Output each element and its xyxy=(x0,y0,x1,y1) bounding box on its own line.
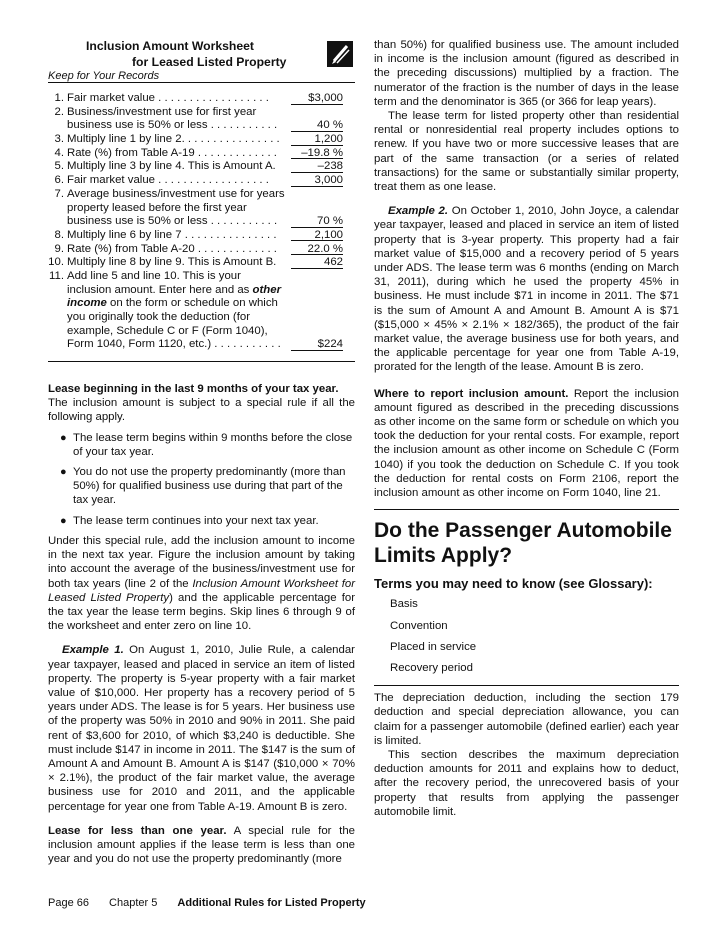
worksheet-line-number: 9. xyxy=(54,242,64,255)
worksheet-line-text: property leased before the first year xyxy=(67,201,247,214)
line11-text-b: on the form or schedule on which xyxy=(106,297,278,310)
lease-less-than-year-text: A special rule for the inclusion amount applies if the lease term is less than one year and you do not use the property predominantly (more xyxy=(48,824,355,866)
condition-bullet xyxy=(48,514,355,528)
section-heading: Do the Passenger Automobile Limits Apply? xyxy=(374,519,672,568)
worksheet-line-text: Average business/investment use for years xyxy=(67,187,285,200)
worksheet-line-number: 1. xyxy=(54,92,64,104)
condition-text: The lease term continues into your next tax year. xyxy=(73,514,319,527)
worksheet-line-value: 22.0 % xyxy=(291,242,343,256)
chapter-title: Additional Rules for Listed Property xyxy=(177,897,366,909)
bullet-icon: ● xyxy=(60,514,67,527)
worksheet-line xyxy=(48,187,355,201)
worksheet-line-number: 10. xyxy=(48,256,64,269)
line11-text-e: Form 1040, Form 1120, etc.) . . . . . . . . . . . xyxy=(67,338,281,351)
right-column xyxy=(374,38,679,819)
example-2-text: On October 1, 2010, John Joyce, a calendar year taxpayer, leased and placed in service an item of listed property that is 3-year property. This property had a fair market value of $15,000 and a recovery period of 5 years under ADS. The lease term was 6 months (ending on March 31, 2011), during which he used the property 45% in business. He must include $71 in income in 2011. The $71 is the sum of Amount A and Amount B. Amount A is $71 ($15,000 × 45% × 2.1% × 182/365), the product of the fair market value, the average business use for both years, and the applicable percentage for year one from Table A-19, prorated for the length of the lease. Amount B is zero. xyxy=(374,205,679,374)
worksheet-line-value: –19.8 % xyxy=(291,146,343,160)
page-number: Page 66 xyxy=(48,897,89,909)
worksheet-line-text: Multiply line 1 by line 2. . . . . . . . . . . . . . . . xyxy=(67,133,280,146)
example-2-paragraph xyxy=(374,204,679,374)
condition-bullet xyxy=(48,431,355,459)
glossary-divider xyxy=(374,685,679,686)
glossary-terms-list xyxy=(374,597,679,675)
where-to-report-text: Report the inclusion amount figured as described in the preceding discussions as other income on the same form or schedule on which you took the deduction for your rental costs. For example, report the inclusion amount as other income on Schedule C (Form 1040) if you took the deduction on Schedule C. If you took the deduction for rental costs on Form 2106, report the inclusion amount as other income on Form 1040, line 21. xyxy=(374,387,680,500)
bullet-icon: ● xyxy=(60,431,67,444)
line11-value: $224 xyxy=(291,337,343,351)
glossary-term: Placed in service xyxy=(390,640,477,653)
conditions-list xyxy=(48,431,355,528)
worksheet-line-text: Multiply line 3 by line 4. This is Amount A. xyxy=(67,160,276,173)
worksheet-line-value: 462 xyxy=(291,255,343,269)
lease-beginning-heading: Lease beginning in the last 9 months of your tax year. xyxy=(48,383,339,396)
worksheet-header xyxy=(48,38,355,83)
worksheet-line xyxy=(48,132,355,146)
worksheet-line-value: 70 % xyxy=(291,214,343,228)
continued-paragraph: than 50%) for qualified business use. The amount included in income is the inclusion amount (figured as described in the preceding discussions) multiplied by a fraction. The numerator of the fraction is the number of days in the lease term and the denominator is 365 (or 366 for leap years). xyxy=(374,39,679,108)
worksheet-title xyxy=(48,38,355,70)
lease-beginning-body: The inclusion amount is subject to a special rule if all the following apply. xyxy=(48,397,355,424)
worksheet-line-number: 11. xyxy=(49,269,64,282)
worksheet-line-11-final xyxy=(48,337,355,351)
page-footer xyxy=(48,896,383,910)
where-to-report-paragraph xyxy=(374,387,679,501)
example-1-paragraph xyxy=(48,643,355,813)
worksheet-line xyxy=(48,228,355,242)
condition-text: The lease term begins within 9 months before the close of your tax year. xyxy=(73,431,353,458)
line11-other: other xyxy=(252,283,282,296)
worksheet-line-number: 5. xyxy=(54,160,64,173)
worksheet-line-text: Add line 5 and line 10. This is your xyxy=(67,269,241,282)
lease-less-than-year-heading: Lease for less than one year. xyxy=(48,824,227,837)
section-divider xyxy=(374,509,679,510)
worksheet-line-text: business use is 50% or less . . . . . . . . . . . xyxy=(67,215,278,228)
worksheet-line-number: 4. xyxy=(54,146,64,159)
worksheet-line-text: Fair market value . . . . . . . . . . . . . . . . . . xyxy=(67,92,269,104)
keep-records-note: Keep for Your Records xyxy=(48,70,160,82)
worksheet-line-text: Multiply line 8 by line 9. This is Amount B. xyxy=(67,256,277,269)
line11-income: income xyxy=(67,297,107,310)
lease-less-than-year-paragraph xyxy=(48,824,355,867)
worksheet-line xyxy=(48,159,355,173)
worksheet-line-text: Rate (%) from Table A-20 . . . . . . . . . . . . . xyxy=(67,242,277,255)
worksheet-line-11-cont xyxy=(48,283,355,297)
example-1-label: Example 1. xyxy=(62,644,124,657)
worksheet-line xyxy=(48,269,355,283)
worksheet-line-value: 40 % xyxy=(291,118,343,132)
worksheet-line-11-cont3 xyxy=(48,310,355,324)
worksheet-line-text: Fair market value . . . . . . . . . . . . . . . . . . xyxy=(67,174,269,187)
worksheet-line-number: 3. xyxy=(54,133,64,146)
terms-heading: Terms you may need to know (see Glossary): xyxy=(374,576,653,592)
glossary-term: Basis xyxy=(390,598,418,611)
line11-text-d: example, Schedule C or F (Form 1040), xyxy=(67,324,268,337)
glossary-term: Recovery period xyxy=(390,661,473,674)
worksheet-line-value: 3,000 xyxy=(291,173,343,187)
worksheet-bottom-rule xyxy=(48,361,355,362)
worksheet-line-number: 2. xyxy=(54,105,64,118)
worksheet-line xyxy=(48,91,355,105)
worksheet-line xyxy=(48,255,355,269)
line11-text-c: you originally took the deduction (for xyxy=(67,311,250,323)
worksheet-line xyxy=(48,173,355,187)
worksheet-title-line2: for Leased Listed Property xyxy=(132,55,287,69)
worksheet-line xyxy=(48,242,355,256)
worksheet-line-text: business use is 50% or less . . . . . . . . . . . xyxy=(67,119,278,132)
bullet-icon: ● xyxy=(60,466,67,479)
section-description-paragraph: This section describes the maximum depreciation deduction amounts for 2011 and explains how to deduct, after the recovery period, the unrecovered basis of your property that results from applying the passenger automobile limit. xyxy=(374,748,679,818)
worksheet-line-value: –238 xyxy=(291,159,343,173)
worksheet-line-11-cont4 xyxy=(48,324,355,338)
worksheet-line xyxy=(48,146,355,160)
worksheet-line-number: 8. xyxy=(54,228,64,241)
condition-text: You do not use the property predominantly (more than 50%) for qualified business use during that part of the tax year. xyxy=(73,466,346,507)
worksheet-line-value: 1,200 xyxy=(291,132,343,146)
special-rule-text-a: Under this special rule, add the inclusion amount to income in the next tax year. Figure the inclusion amount by taking into account the average of the business/investment use for both tax years (line 2 of the xyxy=(48,534,355,590)
worksheet-line-number: 6. xyxy=(54,174,64,187)
glossary-term: Convention xyxy=(390,619,448,632)
chapter-number: Chapter 5 xyxy=(109,897,158,909)
recordkeeping-pencil-icon xyxy=(327,41,353,67)
worksheet-line-number: 7. xyxy=(54,187,64,200)
worksheet-line-value: 2,100 xyxy=(291,228,343,242)
worksheet-lines xyxy=(48,91,355,283)
worksheet-line xyxy=(48,201,355,215)
worksheet-line-text: Rate (%) from Table A-19 . . . . . . . . . . . . . xyxy=(67,146,277,159)
worksheet-line-11-cont2 xyxy=(48,296,355,310)
left-column xyxy=(48,38,355,866)
worksheet-line xyxy=(48,105,355,119)
worksheet-line-text: Business/investment use for first year xyxy=(67,105,257,118)
worksheet-line-value: $3,000 xyxy=(291,91,343,105)
worksheet-title-line1: Inclusion Amount Worksheet xyxy=(86,39,254,53)
lease-term-paragraph: The lease term for listed property other than residential rental or nonresidential real property includes options to renew. If you have two or more successive leases that are part of the same transaction (or a series of related transactions) for the same or substantially similar property, treat them as one lease. xyxy=(374,110,679,194)
condition-bullet xyxy=(48,465,355,508)
worksheet-line xyxy=(48,118,355,132)
worksheet-line xyxy=(48,214,355,228)
where-to-report-heading: Where to report inclusion amount. xyxy=(374,387,569,400)
example-2-label: Example 2. xyxy=(388,205,449,218)
depreciation-paragraph: The depreciation deduction, including the section 179 deduction and special depreciation allowance, you can claim for a passenger automobile (defined earlier) each year is limited. xyxy=(374,692,679,747)
special-rule-paragraph xyxy=(48,534,355,633)
special-rule-text-b: ) and the applicable percentage for the tax year the lease term begins. Skip lines 6 through 9 of the worksheet and enter zero on line 10. xyxy=(48,591,355,633)
worksheet-line-text: Multiply line 6 by line 7 . . . . . . . . . . . . . . . xyxy=(67,228,277,241)
special-rule-worksheet-ref: Inclusion Amount Worksheet for Leased Listed Property xyxy=(48,577,355,604)
example-1-text: On August 1, 2010, Julie Rule, a calendar year taxpayer, leased and placed in service an item of listed property. The property is 5-year property with a fair market value of $10,000. Her property has a recovery period of 5 years under ADS. The lease is for 5 years. Her business use of the property was 50% in 2010 and 90% in 2011. She paid rent of $3,600 for 2010, of which $3,240 is deductible. She must include $147 in income in 2011. The $147 is the sum of Amount A and Amount B. Amount A is $147 ($10,000 × 70% × 2.1%), the product of the fair market value, the average business use for 2010 and 2011, and the applicable percentage for year one from Table A-19. Amount B is zero. xyxy=(48,644,355,813)
line11-text-a: inclusion amount. Enter here and as xyxy=(67,283,253,296)
